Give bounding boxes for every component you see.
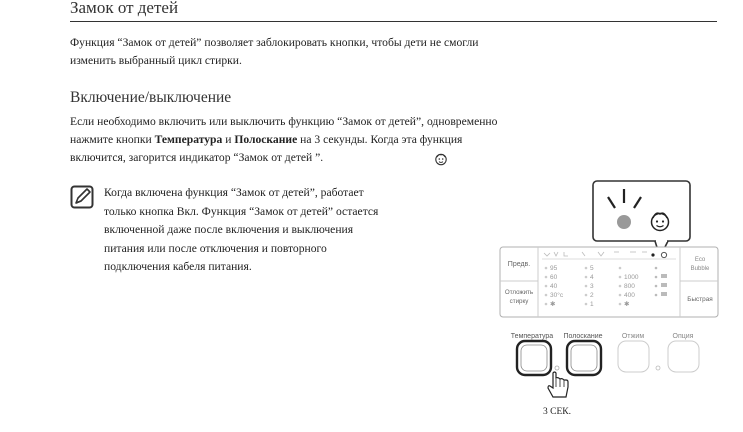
prewash-label: Предв. bbox=[507, 261, 531, 268]
note-line-1: Когда включена функция “Замок от детей”, работает bbox=[104, 186, 364, 199]
rinse-button-name: Полоскание bbox=[234, 133, 298, 146]
temperature-button-name: Температура bbox=[154, 133, 223, 146]
temp-value: 60 bbox=[550, 274, 558, 281]
subsection-title: Включение/выключение bbox=[70, 89, 232, 106]
delay-label-1: Отложить bbox=[504, 289, 534, 296]
spin-value: 400 bbox=[624, 292, 635, 299]
onoff-line-2-conj: и bbox=[222, 133, 235, 146]
rinse-value: 1 bbox=[590, 301, 594, 308]
rinse-value: 5 bbox=[590, 265, 594, 272]
hold-time-label: 3 СЕК. bbox=[543, 407, 571, 417]
quick-label: Быстрая bbox=[687, 296, 713, 303]
note-line-2: только кнопка Вкл. Функция “Замок от детей” остается bbox=[104, 204, 379, 218]
child-lock-indicator-lamp bbox=[617, 215, 631, 229]
intro-paragraph bbox=[70, 34, 478, 70]
rinse-value: 2 bbox=[590, 292, 594, 299]
intro-line-1: Функция “Замок от детей” позволяет заблокировать кнопки, чтобы дети не смогли bbox=[70, 36, 479, 49]
onoff-line-2-tail: на 3 секунды. Когда эта функция bbox=[297, 133, 463, 146]
onoff-line-2-text: нажмите кнопки bbox=[70, 133, 155, 146]
ecobubble-label-1: Eco bbox=[694, 257, 706, 263]
rinse-button-label: Полоскание bbox=[563, 333, 603, 340]
note-icon bbox=[70, 185, 94, 209]
section-title: Замок от детей bbox=[70, 0, 179, 17]
control-panel-illustration bbox=[490, 175, 730, 425]
spin-button bbox=[618, 341, 649, 372]
display-panel bbox=[500, 247, 718, 317]
spin-value: 800 bbox=[624, 283, 635, 290]
note-paragraph bbox=[104, 184, 444, 277]
child-lock-face-icon bbox=[652, 213, 669, 230]
spin-value: 1000 bbox=[624, 274, 639, 281]
temp-value: 95 bbox=[550, 265, 558, 272]
child-lock-icon bbox=[434, 152, 448, 166]
onoff-line-3: включится, загорится индикатор “Замок от детей ”. bbox=[70, 151, 324, 164]
intro-line-2: изменить выбранный цикл стирки. bbox=[70, 54, 242, 67]
onoff-line-1: Если необходимо включить или выключить функцию “Замок от детей”, одновременно bbox=[70, 115, 498, 128]
delay-label-2: стирку bbox=[509, 298, 529, 305]
temp-value: 30°c bbox=[550, 292, 564, 299]
temperature-button-label: Температура bbox=[510, 333, 554, 340]
rinse-value: 4 bbox=[590, 274, 594, 281]
section-divider bbox=[70, 21, 717, 22]
pressing-hand-icon bbox=[548, 372, 568, 397]
note-line-3: включенной даже после включения и выключения bbox=[104, 223, 354, 237]
option-button-label: Опция bbox=[672, 333, 694, 340]
ecobubble-label-2: Bubble bbox=[690, 266, 710, 272]
rinse-value: 3 bbox=[590, 283, 594, 290]
spin-value: ✱ bbox=[624, 301, 630, 308]
indicator-dot-on bbox=[651, 253, 654, 256]
callout-balloon bbox=[593, 181, 690, 241]
onoff-paragraph bbox=[70, 113, 560, 167]
onoff-line-2 bbox=[70, 131, 560, 149]
temp-value: 40 bbox=[550, 283, 558, 290]
option-button bbox=[668, 341, 699, 372]
spin-button-label: Отжим bbox=[621, 333, 645, 340]
note-line-4: питания или после отключения и повторного bbox=[104, 241, 327, 255]
note-line-5: подключения кабеля питания. bbox=[104, 260, 252, 274]
temp-value: ✱ bbox=[550, 301, 556, 308]
